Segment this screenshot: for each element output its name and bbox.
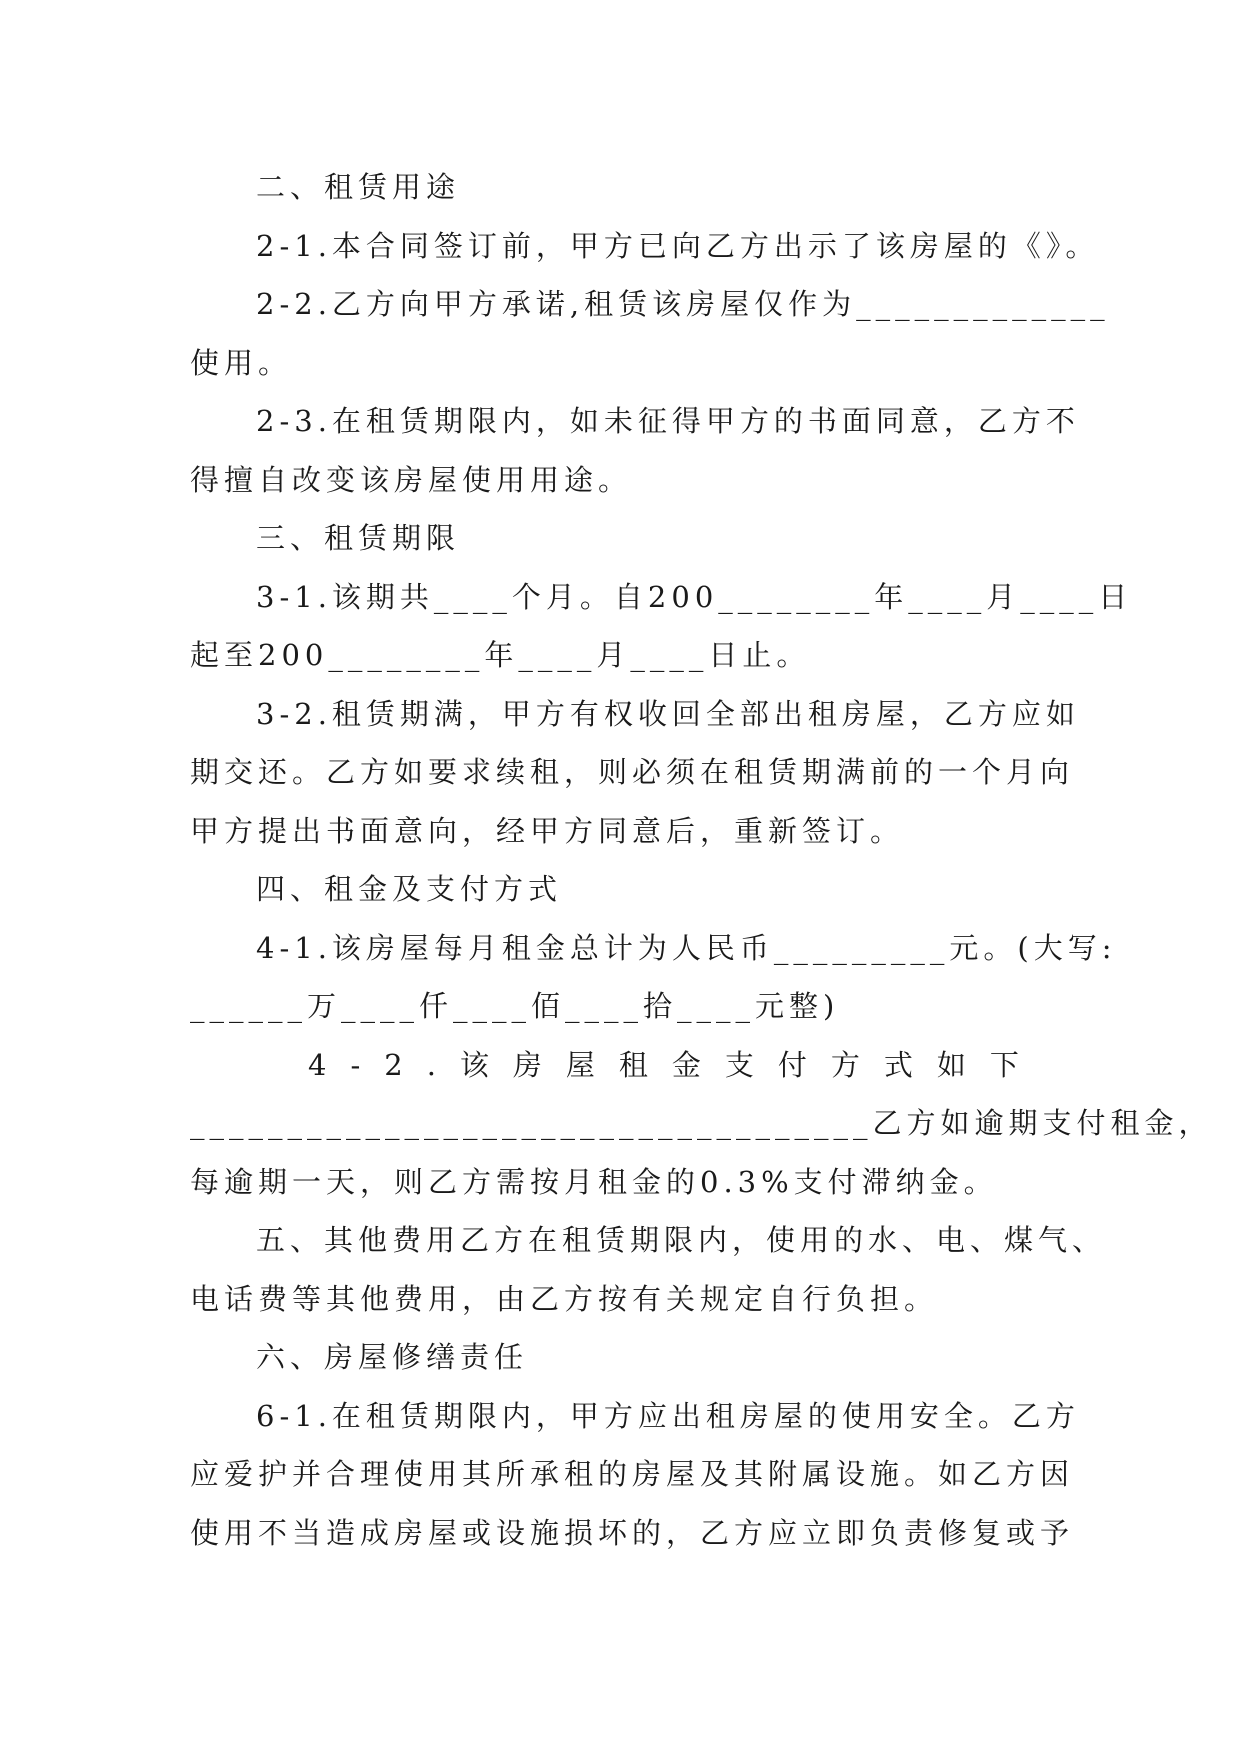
clause-2-2: 2-2.乙方向甲方承诺,租赁该房屋仅作为_____________: [256, 287, 1110, 321]
clause-2-1: 2-1.本合同签订前，甲方已向乙方出示了该房屋的《》。: [256, 228, 1100, 263]
clause-3-1: 3-1.该期共____个月。自200________年____月____日: [256, 579, 1133, 614]
clause-2-3: 2-3.在租赁期限内，如未征得甲方的书面同意，乙方不: [256, 404, 1080, 438]
section-heading-rent-payment: 四、租金及支付方式: [256, 872, 563, 906]
section-heading-repair-responsibility: 六、房屋修缮责任: [256, 1340, 529, 1374]
clause-2-3-continued: 得擅自改变该房屋使用用途。: [190, 462, 633, 497]
clause-3-2-continued-1: 期交还。乙方如要求续租，则必须在租赁期满前的一个月向: [190, 755, 1075, 789]
clause-4-2-continued-2: 每逾期一天，则乙方需按月租金的0.3%支付滞纳金。: [190, 1164, 998, 1199]
clause-3-1-continued: 起至200________年____月____日止。: [190, 638, 811, 672]
section-other-fees-continued: 电话费等其他费用，由乙方按有关规定自行负担。: [190, 1281, 939, 1316]
clause-3-2: 3-2.租赁期满，甲方有权收回全部出租房屋，乙方应如: [256, 696, 1080, 731]
clause-6-1-continued-2: 使用不当造成房屋或设施损坏的，乙方应立即负责修复或予: [190, 1515, 1075, 1550]
clause-4-2-continued-1: ___________________________________乙方如逾期支付租金，: [190, 1106, 1213, 1140]
section-other-fees: 五、其他费用乙方在租赁期限内，使用的水、电、煤气、: [256, 1223, 1107, 1257]
clause-3-2-continued-2: 甲方提出书面意向，经甲方同意后，重新签订。: [190, 813, 905, 848]
clause-6-1-continued-1: 应爱护并合理使用其所承租的房屋及其附属设施。如乙方因: [190, 1457, 1075, 1491]
section-heading-lease-purpose: 二、租赁用途: [256, 170, 461, 204]
clause-4-1: 4-1.该房屋每月租金总计为人民币_________元。(大写:: [256, 930, 1117, 965]
document-page: [190, 158, 1213, 1562]
clause-4-1-continued: ______万____仟____佰____拾____元整): [190, 989, 840, 1023]
clause-6-1: 6-1.在租赁期限内，甲方应出租房屋的使用安全。乙方: [256, 1398, 1080, 1433]
section-heading-lease-term: 三、租赁期限: [256, 521, 461, 555]
clause-2-2-continued: 使用。: [190, 345, 293, 380]
clause-4-2: 4-2.该房屋租金支付方式如下: [308, 1047, 1043, 1082]
